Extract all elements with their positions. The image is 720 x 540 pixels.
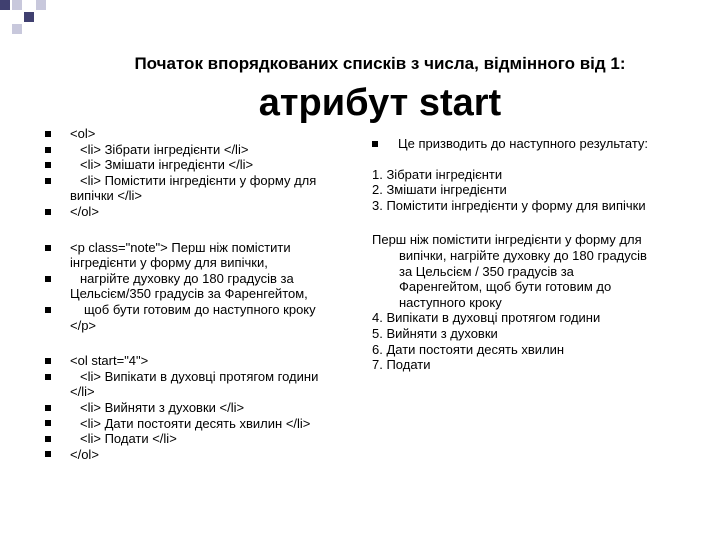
corner-decoration: [0, 0, 60, 40]
list-item: 5. Вийняти з духовки: [372, 325, 498, 341]
code-line: </ol>: [70, 203, 99, 219]
code-line: <li> Змішати інгредієнти </li>: [80, 157, 254, 173]
code-line: <li> Подати </li>: [80, 431, 177, 447]
bullet-icon: [45, 358, 51, 364]
list-item: 3. Помістити інгредієнти у форму для випічки: [372, 197, 646, 213]
list-item: 1. Зібрати інгредієнти: [372, 166, 503, 182]
list-item: 4. Випікати в духовці протягом години: [372, 310, 601, 326]
bullet-icon: [45, 451, 51, 457]
code-line: <li> Вийняти з духовки </li>: [80, 399, 245, 415]
code-line: <ol>: [70, 126, 96, 141]
code-line: випічки </li>: [70, 188, 143, 204]
result-list-2: [372, 310, 692, 372]
bullet-icon: [45, 178, 51, 184]
list-item: 2. Змішати інгредієнти: [372, 182, 507, 198]
code-block-ol: [40, 126, 340, 220]
bullet-icon: [45, 307, 51, 313]
bullet-icon: [45, 436, 51, 442]
bullet-icon: [45, 276, 51, 282]
bullet-icon: [45, 162, 51, 168]
slide-subtitle: Початок впорядкованих списків з числа, відмінного від 1:: [134, 54, 626, 73]
decor-square: [36, 0, 46, 10]
code-line: </ol>: [70, 446, 99, 462]
code-line: <li> Зібрати інгредієнти </li>: [80, 141, 249, 157]
bullet-icon: [45, 131, 51, 137]
code-column: [40, 126, 340, 462]
result-column: [372, 136, 692, 373]
slide-title: атрибут start: [258, 82, 502, 124]
code-line: інгредієнти у форму для випічки,: [70, 255, 268, 271]
bullet-icon: [45, 420, 51, 426]
list-item: 7. Подати: [372, 357, 431, 373]
bullet-icon: [45, 374, 51, 380]
code-line: <li> Помістити інгредієнти у форму для: [80, 172, 317, 188]
decor-square: [12, 24, 22, 34]
result-intro-text: Це призводить до наступного результату:: [398, 136, 649, 151]
code-line: </p>: [70, 317, 97, 333]
bullet-icon: [45, 147, 51, 153]
code-line: Цельсієм/350 градусів за Фаренгейтом,: [70, 286, 308, 302]
result-note: [372, 232, 692, 310]
code-block-p: [40, 240, 340, 334]
bullet-icon: [45, 245, 51, 251]
decor-square: [0, 0, 10, 10]
list-item: 6. Дати постояти десять хвилин: [372, 341, 565, 357]
bullet-icon: [45, 405, 51, 411]
code-block-ol-start: [40, 353, 340, 462]
decor-square: [12, 0, 22, 10]
bullet-icon: [372, 141, 378, 147]
code-line: <li> Випікати в духовці протягом години: [80, 368, 319, 384]
code-line: <p class="note"> Перш ніж помістити: [70, 239, 291, 255]
note-line: за Цельсієм / 350 градусів за: [399, 263, 574, 279]
note-line: Фаренгейтом, щоб бути готовим до: [399, 279, 612, 295]
bullet-icon: [45, 209, 51, 215]
decor-square: [24, 12, 34, 22]
code-line: <li> Дати постояти десять хвилин </li>: [80, 415, 311, 431]
result-list-1: [372, 167, 692, 214]
note-line: наступного кроку: [399, 294, 502, 310]
code-line: </li>: [70, 384, 95, 400]
code-line: щоб бути готовим до наступного кроку: [84, 301, 316, 317]
code-line: нагрійте духовку до 180 градусів за: [80, 270, 294, 286]
code-line: <ol start="4">: [70, 353, 149, 369]
note-line: випічки, нагрійте духовку до 180 градусів: [399, 247, 647, 263]
note-line: Перш ніж помістити інгредієнти у форму для: [372, 232, 642, 248]
result-intro: [372, 136, 692, 152]
